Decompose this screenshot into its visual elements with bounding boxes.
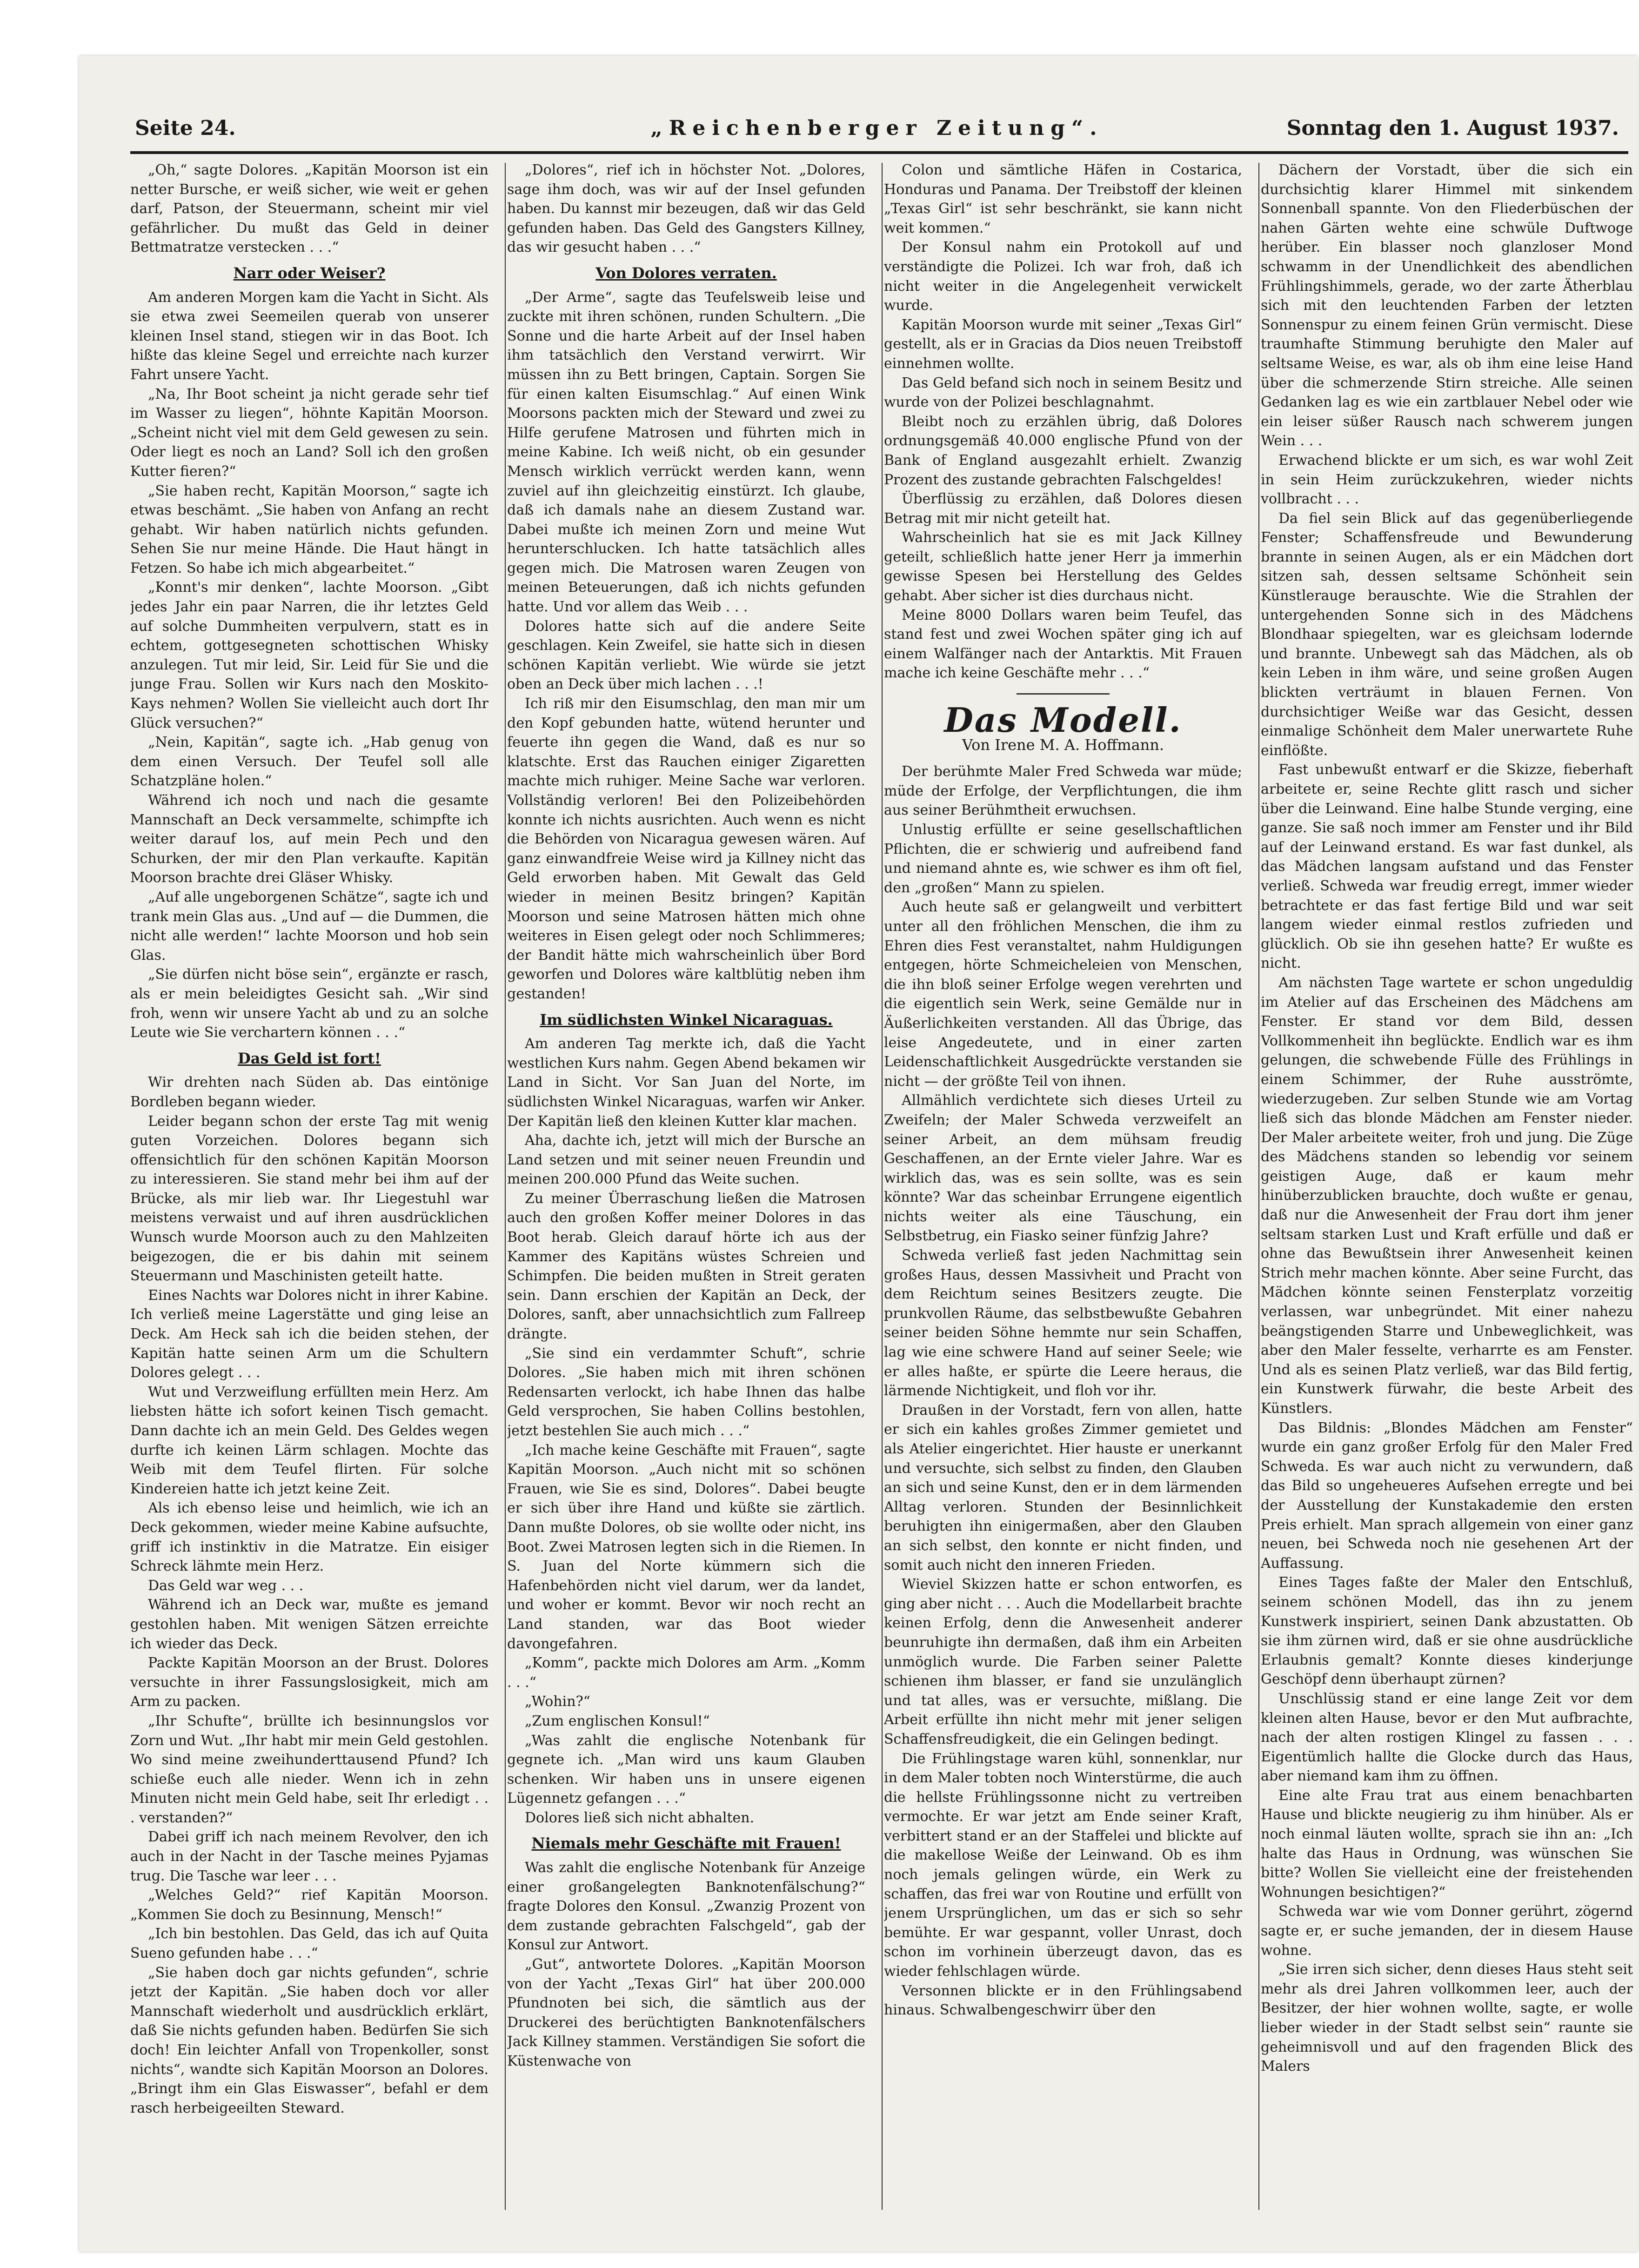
paragraph: Das Geld befand sich noch in seinem Besitz und wurde von der Polizei beschlagnahmt.: [884, 375, 1242, 411]
paragraph: „Na, Ihr Boot scheint ja nicht gerade sehr tief im Wasser zu liegen“, höhnte Kapitän Moorson. „Scheint nicht viel mit dem Geld gewesen zu sein. Oder liegt es noch an Land? Soll ich den großen Kutter fieren?“: [130, 386, 488, 480]
paragraph: Leider begann schon der erste Tag mit wenig guten Vorzeichen. Dolores begann sich offensichtlich für den schönen Kapitän Moorson zu interessieren. Sie stand mehr bei ihm auf der Brücke, als mir lieb war. Ihr Liegestuhl war meistens verwaist und auf ihren ausdrücklichen Wunsch wurde Moorson auch zu den Mahlzeiten beigezogen, die er bis dahin mit seinem Steuermann und Maschinisten geteilt hatte.: [130, 1113, 488, 1285]
paragraph: „Gut“, antwortete Dolores. „Kapitän Moorson von der Yacht „Texas Girl“ hat über 200.000 Pfundnoten bei sich, die sämtlich aus der Druckerei des berüchtigten Banknotenfälschers Jack Killney stammen. Verständigen Sie sofort die Küstenwache von: [507, 1956, 865, 2069]
paragraph: „Zum englischen Konsul!“: [525, 1713, 710, 1729]
paragraph: Am nächsten Tage wartete er schon ungeduldig im Atelier auf das Erscheinen des Mädchens am Fenster. Er stand vor dem Bild, dessen Vollkommenheit ihn beglückte. Endlich war es ihm gelungen, die schwebende Fülle des Frühlings in einem Schimmer, der Ruhe ausströmte, wiederzugeben. Zur selben Stunde wie am Vortag ließ sich das blonde Mädchen am Fenster nieder. Der Maler arbeitete weiter, froh und jung. Die Züge des Mädchens standen so lebendig vor seinem geistigen Auge, daß er kaum mehr hinüberzublicken brauchte, doch wußte er genau, daß nur die Anwesenheit der Frau dort ihm jener seltsam starken Lust und Kraft erfülle und daß er ohne das Bewußtsein ihrer Anwesenheit keinen Strich mehr machen könnte. Aber seine Furcht, das Mädchen könnte seinen Fensterplatz vorzeitig verlassen, war unbegründet. Mit einer nahezu beängstigenden Starre und Unbeweglichkeit, was aber den Maler fesselte, verharrte es am Fenster. Und als es seinen Platz verließ, war das Bild fertig, ein Kunstwerk fürwahr, die beste Arbeit des Künstlers.: [1261, 974, 1633, 1417]
paragraph: „Ich mache keine Geschäfte mit Frauen“, sagte Kapitän Moorson. „Auch nicht mit so schönen Frauen, wie Sie es sind, Dolores“. Dabei beugte er sich über ihre Hand und küßte sie zärtlich. Dann mußte Dolores, ob sie wollte oder nicht, ins Boot. Zwei Matrosen legten sich in die Riemen. In S. Juan del Norte kümmern sich die Hafenbehörden nicht viel darum, wer da landet, und woher er kommt. Bevor wir noch recht an Land standen, war das Boot wieder davongefahren.: [507, 1442, 865, 1652]
column-4: [1261, 161, 1633, 2214]
section-heading: Das Geld ist fort!: [238, 1049, 381, 1067]
paragraph: Colon und sämtliche Häfen in Costarica, Honduras und Panama. Der Treibstoff der kleinen „Texas Girl“ ist sehr beschränkt, sie kann nicht weit kommen.“: [884, 162, 1242, 236]
paragraph: Eine alte Frau trat aus einem benachbarten Hause und blickte neugierig zu ihm hinüber. Als er noch einmal läuten wollte, sprach sie ihn an: „Ich halte das Haus in Ordnung, was wünschen Sie bitte? Wollen Sie vielleicht eine der freistehenden Wohnungen besichtigen?“: [1261, 1787, 1633, 1900]
column-2: [507, 161, 865, 2214]
section-heading: Im südlichsten Winkel Nicaraguas.: [540, 1010, 833, 1029]
paragraph: „Konnt's mir denken“, lachte Moorson. „Gibt jedes Jahr ein paar Narren, die ihr letztes Geld auf solche Dummheiten verpulvern, statt es in echtem, gottgesegneten schottischen Whisky anzulegen. Tut mir leid, Sir. Leid für Sie und die junge Frau. Sollen wir Kurs nach den Moskito-Kays nehmen? Wollen Sie vielleicht auch dort Ihr Glück versuchen?“: [130, 579, 488, 731]
paragraph: „Wohin?“: [525, 1693, 590, 1710]
paragraph: Wut und Verzweiflung erfüllten mein Herz. Am liebsten hätte ich sofort keinen Tisch gemacht. Dann dachte ich an mein Geld. Des Geldes wegen durfte ich keinen Lärm schlagen. Mochte das Weib mit dem Teufel flirten. Für solche Kindereien hatte ich jetzt keine Zeit.: [130, 1384, 488, 1497]
paragraph: Überflüssig zu erzählen, daß Dolores diesen Betrag mit mir nicht geteilt hat.: [884, 491, 1242, 527]
paragraph: „Komm“, packte mich Dolores am Arm. „Komm . . .“: [507, 1655, 865, 1691]
story-title: Das Modell.: [944, 700, 1182, 740]
page-header: [135, 116, 1619, 154]
paragraph: Das Geld war weg . . .: [148, 1577, 304, 1594]
paragraph: Am anderen Morgen kam die Yacht in Sicht. Als sie etwa zwei Seemeilen querab von unserer kleinen Insel stand, stiegen wir in das Boot. Ich hißte das kleine Segel und erreichte nach kurzer Fahrt unsere Yacht.: [130, 289, 488, 383]
paragraph: „Auf alle ungeborgenen Schätze“, sagte ich und trank mein Glas aus. „Und auf — die Dummen, die nicht alle werden!“ lachte Moorson und hob sein Glas.: [130, 889, 488, 963]
paragraph: „Was zahlt die englische Notenbank für gegnete ich. „Man wird uns kaum Glauben schenken. Wir haben uns in unsere eigenen Lügennetz gefangen . . .“: [507, 1732, 865, 1807]
paragraph: Das Bildnis: „Blondes Mädchen am Fenster“ wurde ein ganz großer Erfolg für den Maler Fred Schweda. Es war auch nicht zu verwundern, daß das Bild so ungeheueres Aufsehen erregte und bei der Ausstellung der Kunstakademie den ersten Preis erhielt. Man sprach allgemein von einer ganz neuen, bei Schweda noch nie gesehenen Art der Auffassung.: [1261, 1419, 1633, 1572]
paragraph: „Ich bin bestohlen. Das Geld, das ich auf Quita Sueno gefunden habe . . .“: [130, 1926, 488, 1962]
paragraph: Eines Tages faßte der Maler den Entschluß, seinem schönen Modell, das ihn zu jenem Kunstwerk inspiriert, seinen Dank abzustatten. Ob sie ihm zürnen wird, daß er sie ohne ausdrückliche Erlaubnis gemalt? Konnte dieses kinderjunge Geschöpf denn überhaupt zürnen?: [1261, 1574, 1633, 1688]
paragraph: „Welches Geld?“ rief Kapitän Moorson. „Kommen Sie doch zu Besinnung, Mensch!“: [130, 1887, 488, 1923]
paragraph: Auch heute saß er gelangweilt und verbittert unter all den fröhlichen Menschen, die ihm zu Ehren dies Fest veranstaltet, nahm Huldigungen entgegen, hörte Schmeicheleien von Menschen, die ihn bloß seiner Erfolge wegen verehrten und die eigentlich sein Werk, seine Gemälde nur in Äußerlichkeiten verstanden. All das Übrige, das leise Angedeutete, und in einer zarten Leidenschaftlichkeit Ausgedrückte verstanden sie nicht — der größte Teil von ihnen.: [884, 899, 1242, 1090]
paragraph: Kapitän Moorson wurde mit seiner „Texas Girl“ gestellt, als er in Gracias da Dios neuen Treibstoff einnehmen wollte.: [884, 316, 1242, 372]
paragraph: Eines Nachts war Dolores nicht in ihrer Kabine. Ich verließ meine Lagerstätte und ging leise an Deck. Am Heck sah ich die beiden stehen, der Kapitän hatte seinen Arm um die Schultern Dolores gelegt . . .: [130, 1287, 488, 1381]
paragraph: Schweda verließ fast jeden Nachmittag sein großes Haus, dessen Massivheit und Pracht von dem Reichtum seines Besitzers zeugte. Die prunkvollen Räume, das selbstbewußte Gebahren seiner beiden Söhne hemmte nur sein Schaffen, lag wie eine schwere Hand auf seiner Seele; wie er alles haßte, er spürte die Leere heraus, die lärmende Nichtigkeit, und floh vor ihr.: [884, 1247, 1242, 1399]
issue-date: Sonntag den 1. August 1937.: [1286, 116, 1619, 140]
paragraph: Dächern der Vorstadt, über die sich ein durchsichtig klarer Himmel mit sinkendem Sonnenball spannte. Von den Fliederbüschen der nahen Gärten wehte eine schwüle Duftwoge herüber. Ein blasser noch glanzloser Mond schwamm in der Unendlichkeit des abendlichen Frühlingshimmels, gerade, wo der zarte Ätherblau sich mit den leuchtenden Farben der letzten Sonnenspur zu einem feinen Grün vermischt. Diese traumhafte Stimmung beruhigte den Maler auf seltsame Weise, es war, als ob ihm eine leise Hand über die schmerzende Stirn streiche. Alle seinen Gedanken lag es wie ein zartblauer Nebel oder wie ein leiser süßer Rausch nach schwerem jungen Wein . . .: [1261, 162, 1633, 449]
column-3: [884, 161, 1242, 2214]
paragraph: Wieviel Skizzen hatte er schon entworfen, es ging aber nicht . . . Auch die Modellarbeit brachte keinen Erfolg, denn die Anwesenheit anderer beunruhigte ihn dermaßen, daß ihm ein Arbeiten unmöglich wurde. Die Farben seiner Palette schienen ihm blasser, er fand sie unzulänglich und tat alles, was er versuchte, mißlang. Die Arbeit erfüllte ihn nicht mehr mit jener seligen Schaffensfreudigkeit, die ein Gelingen bedingt.: [884, 1576, 1242, 1747]
byline: Von Irene M. A. Hoffmann.: [962, 736, 1164, 754]
paragraph: Die Frühlingstage waren kühl, sonnenklar, nur in dem Maler tobten noch Winterstürme, die auch die hellste Frühlingssonne nicht zu vertreiben vermochte. Er war jetzt am Ende seiner Kraft, verbittert stand er an der Staffelei und blickte auf die makellose Weiße der Leinwand. Ob es ihm noch jemals gelingen würde, ein Werk zu schaffen, das frei war von Routine und erfüllt von jenem Ursprünglichen, um das er sich so sehr bemühte. Er war gespannt, voller Unrast, doch schon im vorhinein überzeugt davon, das es wieder fehlschlagen würde.: [884, 1750, 1242, 1980]
paragraph: Packte Kapitän Moorson an der Brust. Dolores versuchte in ihrer Fassungslosigkeit, mich am Arm zu packen.: [130, 1655, 488, 1710]
paragraph: Der Konsul nahm ein Protokoll auf und verständigte die Polizei. Ich war froh, daß ich nicht weiter in die Angelegenheit verwickelt wurde.: [884, 239, 1242, 314]
paragraph: Wir drehten nach Süden ab. Das eintönige Bordleben begann wieder.: [130, 1074, 488, 1110]
paragraph: Während ich noch und nach die gesamte Mannschaft an Deck versammelte, schimpfte ich weiter darauf los, auf mein Pech und den Schurken, der mir den Plan verkaufte. Kapitän Moorson brachte drei Gläser Whisky.: [130, 792, 488, 886]
paragraph: Am anderen Tag merkte ich, daß die Yacht westlichen Kurs nahm. Gegen Abend bekamen wir Land in Sicht. Vor San Juan del Norte, im südlichsten Winkel Nicaraguas, warfen wir Anker. Der Kapitän ließ den kleinen Kutter klar machen.: [507, 1036, 865, 1130]
page-number: Seite 24.: [135, 116, 236, 140]
paragraph: Meine 8000 Dollars waren beim Teufel, das stand fest und zwei Wochen später ging ich auf einem Walfänger nach der Antarktis. Mit Frauen mache ich keine Geschäfte mehr . . .“: [884, 607, 1242, 682]
paragraph: Versonnen blickte er in den Frühlingsabend hinaus. Schwalbengeschwirr über den: [884, 1982, 1242, 2019]
paragraph: Da fiel sein Blick auf das gegenüberliegende Fenster; Schaffensfreude und Bewunderung brannte in seinen Augen, als er ein Mädchen dort sitzen sah, dessen seltsame Schönheit sein Künstlerauge berauschte. Wie die Strahlen der untergehenden Sonne sich in des Mädchens Blondhaar spiegelten, war es gleichsam lodernde und brannte. Unbewegt sah das Mädchen, als ob kein Leben in ihm wäre, und seine großen Augen blickten verträumt in blauen Fernen. Von durchsichtiger Weiße war das Gesicht, dessen einmalige Schönheit dem Maler unerwartete Ruhe einflößte.: [1261, 510, 1633, 759]
paragraph: „Sie haben doch gar nichts gefunden“, schrie jetzt der Kapitän. „Sie haben doch vor aller Mannschaft wiederholt und ausdrücklich erklärt, daß Sie nichts gefunden haben. Bedürfen Sie sich doch! Ein leichter Anfall von Tropenkoller, sonst nichts“, wandte sich Kapitän Moorson an Dolores. „Bringt ihm ein Glas Eiswasser“, befahl er dem rasch herbeigeeilten Steward.: [130, 1964, 488, 2116]
paragraph: Unschlüssig stand er eine lange Zeit vor dem kleinen alten Hause, bevor er den Mut aufbrachte, nach der alten rostigen Klingel zu fassen . . . Eigentümlich hallte die Glocke durch das Haus, aber niemand kam ihm zu öffnen.: [1261, 1690, 1633, 1785]
paragraph: Wahrscheinlich hat sie es mit Jack Killney geteilt, schließlich hatte jener Herr ja immerhin gewisse Spesen bei Herstellung des Geldes gehabt. Aber sicher ist dies durchaus nicht.: [884, 529, 1242, 604]
paragraph: „Sie sind ein verdammter Schuft“, schrie Dolores. „Sie haben mich mit ihren schönen Redensarten verlockt, ich habe Ihnen das halbe Geld versprochen, Sie haben Collins bestohlen, jetzt bestehlen Sie auch mich . . .“: [507, 1345, 865, 1439]
article-columns: [130, 161, 1633, 2214]
paragraph: Dolores hatte sich auf die andere Seite geschlagen. Kein Zweifel, sie hatte sich in diesen schönen Kapitän verliebt. Wie würde sie jetzt oben an Deck über mich lachen . . .!: [507, 618, 865, 693]
paragraph: „Sie dürfen nicht böse sein“, ergänzte er rasch, als er mein beleidigtes Gesicht sah. „Wir sind froh, wenn wir unsere Yacht ab und zu an solche Leute wie Sie verchartern können . . .“: [130, 966, 488, 1041]
article-end-rule: [1017, 693, 1110, 695]
paragraph: „Ihr Schufte“, brüllte ich besinnungslos vor Zorn und Wut. „Ihr habt mir mein Geld gestohlen. Wo sind meine zweihunderttausend Pfund? Ich schieße euch alle nieder. Wenn ich in zehn Minuten nicht mein Geld habe, seit Ihr erledigt . . . verstanden?“: [130, 1713, 488, 1826]
paragraph: Fast unbewußt entwarf er die Skizze, fieberhaft arbeitete er, seine Rechte glitt rasch und sicher über die Leinwand. Eine halbe Stunde verging, eine ganze. Sie saß noch immer am Fenster und ihr Bild auf der Leinwand erstand. Es war fast dunkel, als das Mädchen langsam aufstand und das Fenster verließ. Schweda war freudig erregt, immer wieder betrachtete er das fast fertige Bild und war seit langem wieder einmal restlos zufrieden und glücklich. Ob sie ihn gesehen hatte? Er wußte es nicht.: [1261, 762, 1633, 972]
paragraph: „Der Arme“, sagte das Teufelsweib leise und zuckte mit ihren schönen, runden Schultern. „Die Sonne und die harte Arbeit auf der Insel haben ihm tatsächlich den Verstand verwirrt. Wir müssen ihn zu Bett bringen, Captain. Sorgen Sie für einen kalten Eisumschlag.“ Auf einen Wink Moorsons packten mich der Steward und zwei zu Hilfe gerufene Matrosen und führten mich in meine Kabine. Ich weiß nicht, ob ein gesunder Mensch wirklich verrückt werden kann, wenn zuviel auf ihn gleichzeitig einstürzt. Ich glaube, daß ich damals nahe an diesem Zustand war. Dabei mußte ich meinen Zorn und meine Wut herunterschlucken. Ich hatte tatsächlich alles gegen mich. Die Matrosen waren Zeugen von meinen Beteuerungen, daß ich nichts gefunden hatte. Und vor allem das Weib . . .: [507, 289, 865, 616]
paragraph: Zu meiner Überraschung ließen die Matrosen auch den großen Koffer meiner Dolores in das Boot herab. Gleich darauf hörte ich aus der Kammer des Kapitäns wüstes Schreien und Schimpfen. Die beiden mußten in Streit geraten sein. Dann erschien der Kapitän an Deck, der Dolores, sanft, aber unnachsichtlich zum Fallreep drängte.: [507, 1190, 865, 1343]
paragraph: „Oh,“ sagte Dolores. „Kapitän Moorson ist ein netter Bursche, er weiß sicher, wie weit er gehen darf, Patson, der Steuermann, scheint mir viel gefährlicher. Du mußt das Geld in deiner Bettmatratze verstecken . . .“: [130, 162, 488, 256]
paragraph: Als ich ebenso leise und heimlich, wie ich an Deck gekommen, wieder meine Kabine aufsuchte, griff ich instinktiv in die Matratze. Ein eisiger Schreck lähmte mein Herz.: [130, 1500, 488, 1575]
paragraph: Allmählich verdichtete sich dieses Urteil zu Zweifeln; der Maler Schweda verzweifelt an seiner Arbeit, an dem mühsam freudig Geschaffenen, an der Ernte vieler Jahre. War es wirklich das, was es sein sollte, was es sein könnte? War das scheinbar Errungene eigentlich nichts weiter als eine Täuschung, ein Selbstbetrug, ein Fiasko seiner fünfzig Jahre?: [884, 1092, 1242, 1244]
paragraph: Erwachend blickte er um sich, es war wohl Zeit in sein Heim zurückzukehren, wieder nichts vollbracht . . .: [1261, 452, 1633, 508]
paragraph: „Nein, Kapitän“, sagte ich. „Hab genug von dem einen Versuch. Der Teufel soll alle Schatzpläne holen.“: [130, 734, 488, 789]
paragraph: Bleibt noch zu erzählen übrig, daß Dolores ordnungsgemäß 40.000 englische Pfund von der Bank of England ausgezahlt erhielt. Zwanzig Prozent des zustande gebrachten Falschgeldes!: [884, 413, 1242, 488]
paragraph: Während ich an Deck war, mußte es jemand gestohlen haben. Mit wenigen Sätzen erreichte ich wieder das Deck.: [130, 1597, 488, 1652]
section-heading: Narr oder Weiser?: [233, 264, 386, 282]
paragraph: Aha, dachte ich, jetzt will mich der Bursche an Land setzen und mit seiner neuen Freundin und meinen 200.000 Pfund das Weite suchen.: [507, 1132, 865, 1188]
paragraph: Dabei griff ich nach meinem Revolver, den ich auch in der Nacht in der Tasche meines Pyjamas trug. Die Tasche war leer . . .: [130, 1829, 488, 1884]
paragraph: Der berühmte Maler Fred Schweda war müde; müde der Erfolge, der Verpflichtungen, die ihm aus seiner Berühmtheit erwuchsen.: [884, 763, 1242, 819]
paragraph: Schweda war wie vom Donner gerührt, zögernd sagte er, er suche jemanden, der in diesem Hause wohne.: [1261, 1903, 1633, 1959]
paragraph: „Dolores“, rief ich in höchster Not. „Dolores, sage ihm doch, was wir auf der Insel gefunden haben. Du kannst mir bezeugen, daß wir das Geld gefunden haben. Das Geld des Gangsters Killney, das wir gesucht haben . . .“: [507, 162, 865, 256]
section-heading: Niemals mehr Geschäfte mit Frauen!: [531, 1834, 841, 1853]
paragraph: „Sie haben recht, Kapitän Moorson,“ sagte ich etwas beschämt. „Sie haben von Anfang an recht gehabt. Wir haben natürlich nichts gefunden. Sehen Sie nur meine Hände. Die Haut hängt in Fetzen. So habe ich mich abgearbeitet.“: [130, 482, 488, 576]
paragraph: Dolores ließ sich nicht abhalten.: [525, 1809, 755, 1826]
newspaper-title: „Reichenberger Zeitung“.: [650, 116, 1104, 140]
paragraph: Unlustig erfüllte er seine gesellschaftlichen Pflichten, die er schwierig und aufreibend fand und niemand ahnte es, wie schwer es ihm oft fiel, den „großen“ Mann zu spielen.: [884, 822, 1242, 896]
paragraph: Ich riß mir den Eisumschlag, den man mir um den Kopf gebunden hatte, wütend herunter und feuerte ihn gegen die Wand, daß es nur so klatschte. Erst das Rauchen einiger Zigaretten machte mich ruhiger. Meine Sache war verloren. Vollständig verloren! Bei den Polizeibehörden konnte ich nichts ausrichten. Auch wenn es nicht die Behörden von Nicaragua gewesen wären. Auf ganz einwandfreie Weise wird ja Killney nicht das Geld erworben haben. Mit Gewalt das Geld wieder in meinen Besitz bringen? Kapitän Moorson und seine Matrosen hätten mich ohne weiteres in Eisen gelegt oder noch Schlimmeres; der Bandit hätte mich wahrscheinlich über Bord geworfen und Dolores wäre kaltblütig neben ihm gestanden!: [507, 696, 865, 1002]
column-1: [130, 161, 488, 2214]
paragraph: „Sie irren sich sicher, denn dieses Haus steht seit mehr als drei Jahren vollkommen leer, auch der Besitzer, der hier wohnen wollte, sagte, er wolle lieber wieder in der Stadt selbst sein“ raunte sie geheimnisvoll und auf den fragenden Blick des Malers: [1261, 1961, 1633, 2075]
header-rule: [130, 151, 1628, 154]
paragraph: Was zahlt die englische Notenbank für Anzeige einer großangelegten Banknotenfälschung?“ fragte Dolores den Konsul. „Zwanzig Prozent von dem zustande gebrachten Falschgeld“, gab der Konsul zur Antwort.: [507, 1860, 865, 1954]
section-heading: Von Dolores verraten.: [595, 264, 777, 282]
paragraph: Draußen in der Vorstadt, fern von allen, hatte er sich ein kahles großes Zimmer gemietet und als Atelier eingerichtet. Hier hauste er unerkannt und versuchte, sich selbst zu finden, den Glauben an sich und seine Kunst, den er in dem lärmenden Alltag verloren. Stunden der Besinnlichkeit beruhigten ihn einigermaßen, aber den Glauben an sich selbst, den konnte er nicht finden, und somit auch nicht den inneren Frieden.: [884, 1402, 1242, 1573]
newspaper-page: [79, 56, 1638, 2252]
